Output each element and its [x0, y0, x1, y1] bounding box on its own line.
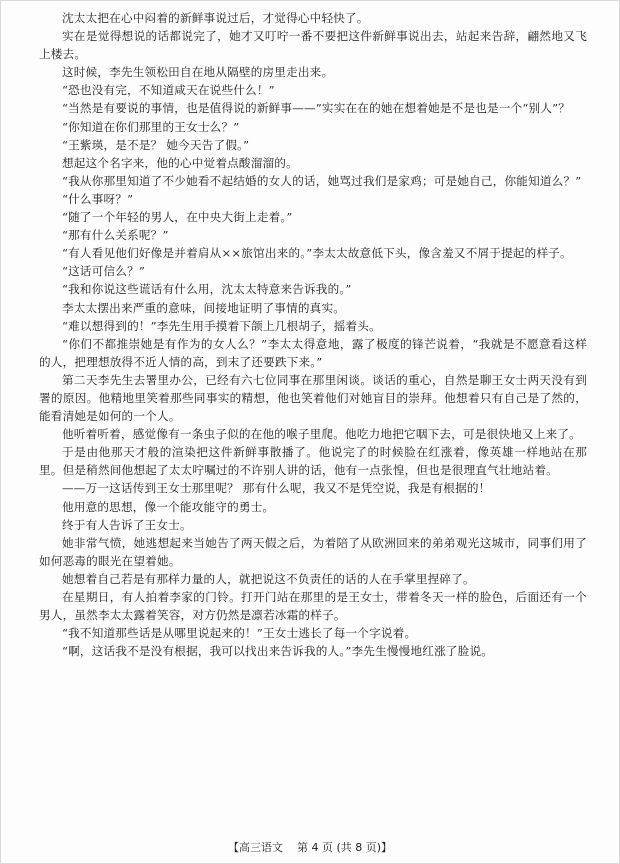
footer-total-pages: (共 8 页)】 — [336, 841, 393, 854]
paragraph: ——万一这话传到王女士那里呢？ 那有什么呢，我又不是凭空说，我是有根据的！ — [62, 481, 491, 496]
paragraph: 李太太摆出来严重的意味，间接地证明了事情的真实。 — [62, 300, 346, 315]
paragraph: 他用意的思想，像一个能攻能守的勇士。 — [62, 499, 275, 514]
paragraph: “随了一个年轻的男人，在中央大街上走着。” — [62, 210, 293, 225]
body-text — [39, 9, 587, 660]
paragraph: 沈太太把在心中闷着的新鲜事说过后，才觉得心中轻快了。 — [62, 11, 369, 25]
paragraph: “什么事呀？” — [62, 191, 134, 206]
paragraph: “我从你那里知道了不少她看不起结婚的女人的话，她骂过我们是家鸡；可是她自己，你能知道么？” — [62, 173, 582, 188]
paragraph: 这时候，李先生领松田自在地从隔壁的房里走出来。 — [62, 65, 334, 80]
paragraph: “这话可信么？” — [62, 264, 146, 279]
page-footer — [1, 839, 619, 855]
paragraph: “有人看见他们好像是并着肩从××旅馆出来的。”李太太故意低下头，像含羞又不屑于提起的样子。 — [62, 246, 572, 261]
paragraph: 终于有人告诉了王女士。 — [62, 517, 192, 532]
paragraph: “你知道在你们那里的王女士么？” — [62, 119, 240, 134]
paragraph: 她想着自己若是有那样力量的人，就把说这不负责任的话的人在手掌里捏碎了。 — [62, 571, 475, 586]
paragraph: “当然是有要说的事情，也是值得说的新鲜事——”实实在在的她在想着她是不是也是一个“别人”？ — [62, 101, 571, 116]
paragraph: 第二天李先生去署里办公，已经有六七位同事在那里闲谈。谈话的重心，自然是聊王女士两天没有到署的原因。他精地里笑着那些同事实的精想，他也笑着他们对她盲目的崇拜。他想着只有自己是了然的，能看清她是如何的一个人。 — [39, 372, 587, 424]
paragraph: “王紫瑛，是不是？ 她今天告了假。” — [62, 137, 250, 152]
paragraph: 他听着听着，感觉像有一条虫子似的在他的喉子里爬。他吃力地把它咽下去，可是很快地又上来了。 — [62, 427, 581, 442]
paragraph: “那有什么关系呢？” — [62, 228, 169, 243]
paragraph: 想起这个名字来，他的心中觉着点酸溜溜的。 — [62, 155, 298, 170]
footer-subject: 【高三语文 — [227, 841, 283, 854]
footer-page-number: 第 4 页 — [296, 841, 333, 854]
paragraph: “啊，这话我不是没有根据，我可以找出来告诉我的人。”李先生慢慢地红涨了脸说。 — [62, 644, 494, 659]
paragraph: “我不知道那些话是从哪里说起来的！”王女士逃长了每一个字说着。 — [62, 626, 417, 641]
paragraph: 于是由他那天才般的渲染把这件新鲜事散播了。他说完了的时候脸在红涨着，像英雄一样地站在那里。但是稍然间他想起了太太咛嘱过的不许别人讲的话，他有一点张惶，但也是很理直气壮地站着。 — [39, 445, 587, 478]
paragraph: “我和你说这些谎话有什么用，沈太太特意来告诉我的。” — [62, 282, 352, 297]
paragraph: “恐也没有完，不知道咸天在说些什么！” — [62, 83, 275, 98]
paragraph: “你们不都推崇她是有作为的女人么？”李太太得意地，露了极度的锋芒说着，“我就是不愿意看这样的人，把理想放得不近人情的高，到末了还要跌下来。” — [39, 336, 587, 369]
paragraph: 在星期日，有人拍着李家的门铃。打开门站在那里的是王女士，带着冬天一样的脸色，后面还有一个男人，虽然李太太露着笑容，对方仍然是凛若冰霜的样子。 — [39, 590, 587, 623]
paragraph: “难以想得到的！”李先生用手摸着下颌上几根胡子，摇着头。 — [62, 318, 381, 333]
paragraph: 实在是觉得想说的话都说完了，她才又叮咛一番不要把这件新鲜事说出去，站起来告辞，翩然地又飞上楼去。 — [39, 29, 587, 62]
paragraph: 她非常气愤，她逃想起来当她告了两天假之后，为着陪了从欧洲回来的弟弟观光这城市，同事们用了如何恶毒的眼光在望着她。 — [39, 535, 587, 568]
